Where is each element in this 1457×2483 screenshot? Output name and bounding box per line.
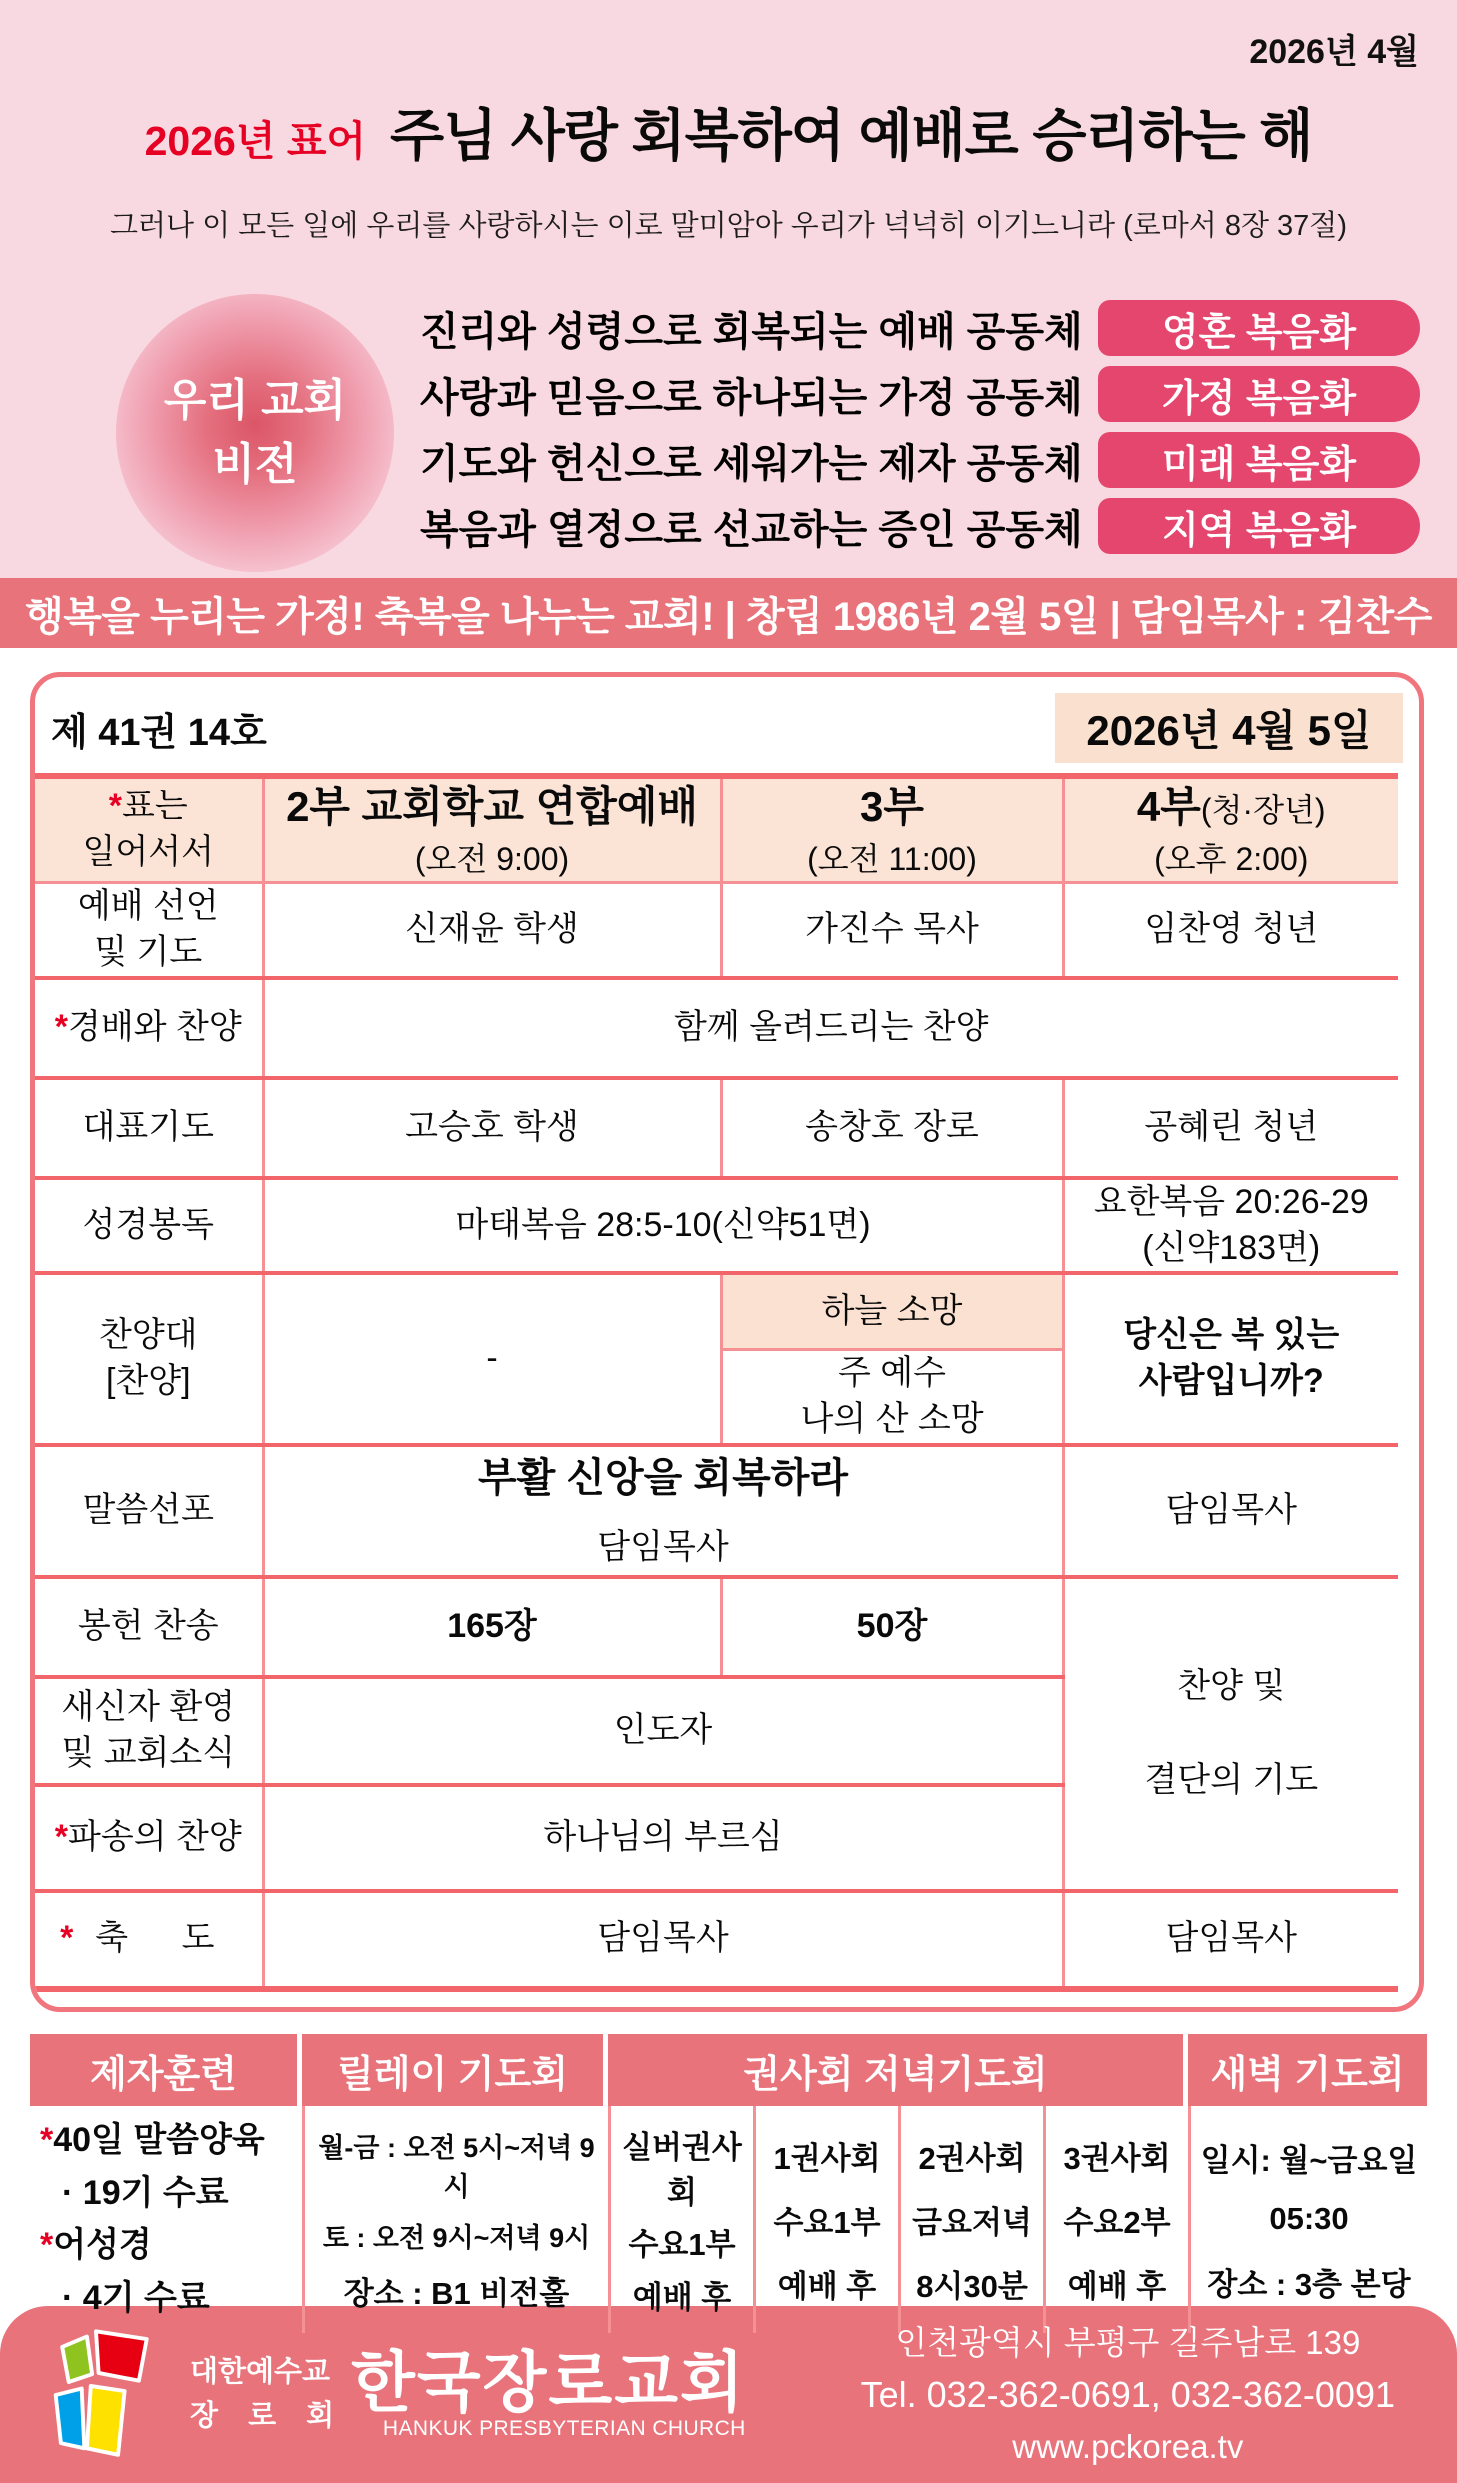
cell-benediction-4: 담임목사: [1063, 1891, 1398, 1989]
row-worship-praise: [35, 978, 1398, 1078]
header-deaconess-prayer: 권사회 저녁기도회: [608, 2034, 1183, 2106]
vision-item-text: 사랑과 믿음으로 하나되는 가정 공동체: [420, 375, 1083, 420]
vision-circle: [116, 294, 394, 572]
church-name: 한국장로교회: [351, 2344, 746, 2419]
cell-prayer-2: 고승호 학생: [263, 1078, 721, 1178]
deaconess-group-cell: 3권사회 수요2부 예배 후: [1043, 2106, 1188, 2333]
slogan-row: [0, 92, 1457, 172]
church-name-english: HANKUK PRESBYTERIAN CHURCH: [382, 2416, 746, 2440]
vision-circle-line2: 비전: [212, 440, 298, 489]
cell-praise-resolution: 찬양 및 결단의 기도: [1063, 1577, 1398, 1891]
verse-text: 그러나 이 모든 일에 우리를 사랑하시는 이로 말미암아 우리가 넉넉히 이기느니라 (로마서 8장 37절): [110, 210, 1347, 242]
cell-scripture-23: 마태복음 28:5-10(신약51면): [263, 1178, 1063, 1274]
header-relay-prayer: 릴레이 기도회: [302, 2034, 603, 2106]
worship-order-table: [35, 773, 1398, 1992]
bulletin-card: [30, 672, 1424, 2012]
row-label: 찬양대 [찬양]: [35, 1273, 263, 1444]
slogan-title: 주님 사랑 회복하여 예배로 승리하는 해: [390, 104, 1313, 167]
cell-welcome-23: 인도자: [263, 1677, 1063, 1785]
cell-prayer-4: 공혜린 청년: [1063, 1078, 1398, 1178]
header-service-2: 2부 교회학교 연합예배 (오전 9:00): [263, 776, 721, 882]
row-representative-prayer: [35, 1078, 1398, 1178]
month-label: 2026년 4월: [1249, 33, 1419, 71]
header-dawn-prayer: 새벽 기도회: [1188, 2034, 1427, 2106]
cell-sermon-title: 부활 신앙을 회복하라 담임목사: [263, 1445, 1063, 1577]
issue-row: [35, 677, 1419, 767]
cell-sending-23: 하나님의 부르심: [263, 1785, 1063, 1891]
cell-prayer-3: 송창호 장로: [721, 1078, 1063, 1178]
vision-badge: 지역 복음화: [1098, 498, 1420, 554]
body-section: [0, 648, 1457, 2318]
church-address: 인천광역시 부평구 길주남로 139: [895, 2324, 1361, 2361]
cell-offering-2: 165장: [263, 1577, 721, 1677]
vision-item-text: 복음과 열정으로 선교하는 증인 공동체: [420, 507, 1083, 552]
row-label: *파송의 찬양: [35, 1785, 263, 1891]
church-website: www.pckorea.tv: [1012, 2427, 1244, 2465]
denomination-label: 대한예수교 장 로 회: [190, 2356, 346, 2432]
cell-declaration-4: 임찬영 청년: [1063, 882, 1398, 977]
banner-strip: [0, 578, 1457, 648]
church-telephone: Tel. 032-362-0691, 032-362-0091: [860, 2373, 1395, 2415]
row-label: 말씀선포: [35, 1445, 263, 1577]
church-name-block: [351, 2344, 746, 2441]
vision-badge: 가정 복음화: [1098, 366, 1420, 422]
deaconess-group-cell: 2권사회 금요저녁 8시30분: [898, 2106, 1043, 2333]
vision-circle-line1: 우리 교회: [163, 376, 347, 426]
row-sermon: [35, 1445, 1398, 1577]
row-label: 성경봉독: [35, 1178, 263, 1274]
row-label: 새신자 환영 및 교회소식: [35, 1677, 263, 1785]
cell-declaration-2: 신재윤 학생: [263, 882, 721, 977]
row-offering: [35, 1577, 1398, 1677]
row-scripture: [35, 1178, 1398, 1274]
vision-item-text: 기도와 헌신으로 세워가는 제자 공동체: [420, 441, 1083, 486]
cell-declaration-3: 가진수 목사: [721, 882, 1063, 977]
contact-block: [861, 2318, 1395, 2471]
row-label: * 축 도: [35, 1891, 263, 1989]
dawn-prayer-cell: 일시: 월~금요일 05:30 장소 : 3층 본당: [1188, 2106, 1427, 2333]
standing-asterisk: *: [108, 787, 123, 826]
row-label: 대표기도: [35, 1078, 263, 1178]
header-standing-note: *표는 일어서서: [35, 776, 263, 882]
header-service-3: 3부 (오전 11:00): [721, 776, 1063, 882]
vision-item: [420, 300, 1420, 356]
cell-choir-3-anthem: 하늘 소망: [721, 1273, 1063, 1349]
row-benediction: [35, 1891, 1398, 1989]
table-header-row: [35, 776, 1398, 882]
bulletin-date: 2026년 4월 5일: [1055, 693, 1403, 763]
cell-offering-3: 50장: [721, 1577, 1063, 1677]
deaconess-group-cell: 실버권사회 수요1부 예배 후: [608, 2106, 753, 2333]
discipleship-cell: *40일 말씀양육 · 19기 수료 *어성경 · 4기 수료: [40, 2121, 265, 2318]
programs-section: [30, 2034, 1427, 2318]
header-discipleship: 제자훈련: [30, 2034, 297, 2106]
cell-benediction-23: 담임목사: [263, 1891, 1063, 1989]
row-label: 봉헌 찬송: [35, 1577, 263, 1677]
vision-item: [420, 432, 1420, 488]
cell-choir-2: -: [263, 1273, 721, 1444]
issue-number: 제 41권 14호: [51, 711, 267, 754]
banner-text: 행복을 누리는 가정! 축복을 나누는 교회! | 창립 1986년 2월 5일 | 담임목사 : 김찬수: [25, 594, 1432, 639]
vision-item-text: 진리와 성령으로 회복되는 예배 공동체: [420, 309, 1083, 354]
program-headers: [30, 2034, 1427, 2106]
vision-badge: 영혼 복음화: [1098, 300, 1420, 356]
relay-prayer-cell: 월-금 : 오전 5시~저녁 9시 토 : 오전 9시~저녁 9시 장소 : B1 비전홀: [302, 2106, 608, 2333]
program-body: [30, 2106, 1427, 2318]
vision-badge: 미래 복음화: [1098, 432, 1420, 488]
cell-choir-4-question: 당신은 복 있는 사람입니까?: [1063, 1273, 1398, 1444]
cell-worship-praise: 함께 올려드리는 찬양: [263, 978, 1398, 1078]
row-label: *경배와 찬양: [35, 978, 263, 1078]
church-logo-icon: [44, 2327, 174, 2463]
cell-scripture-4: 요한복음 20:26-29 (신약183면): [1063, 1178, 1398, 1274]
vision-item: [420, 366, 1420, 422]
row-label: 예배 선언 및 기도: [35, 882, 263, 977]
vision-list: [420, 300, 1420, 554]
vision-item: [420, 498, 1420, 554]
row-choir: [35, 1273, 1398, 1349]
slogan-prefix: 2026년 표어: [144, 118, 367, 164]
cell-choir-3-hymn: 주 예수 나의 산 소망: [721, 1349, 1063, 1444]
vision-section: [0, 286, 1457, 568]
header-service-4: 4부(청·장년) (오후 2:00): [1063, 776, 1398, 882]
deaconess-group-cell: 1권사회 수요1부 예배 후: [753, 2106, 898, 2333]
cell-sermon-4: 담임목사: [1063, 1445, 1398, 1577]
row-declaration: [35, 882, 1398, 977]
top-section: [0, 0, 1457, 578]
